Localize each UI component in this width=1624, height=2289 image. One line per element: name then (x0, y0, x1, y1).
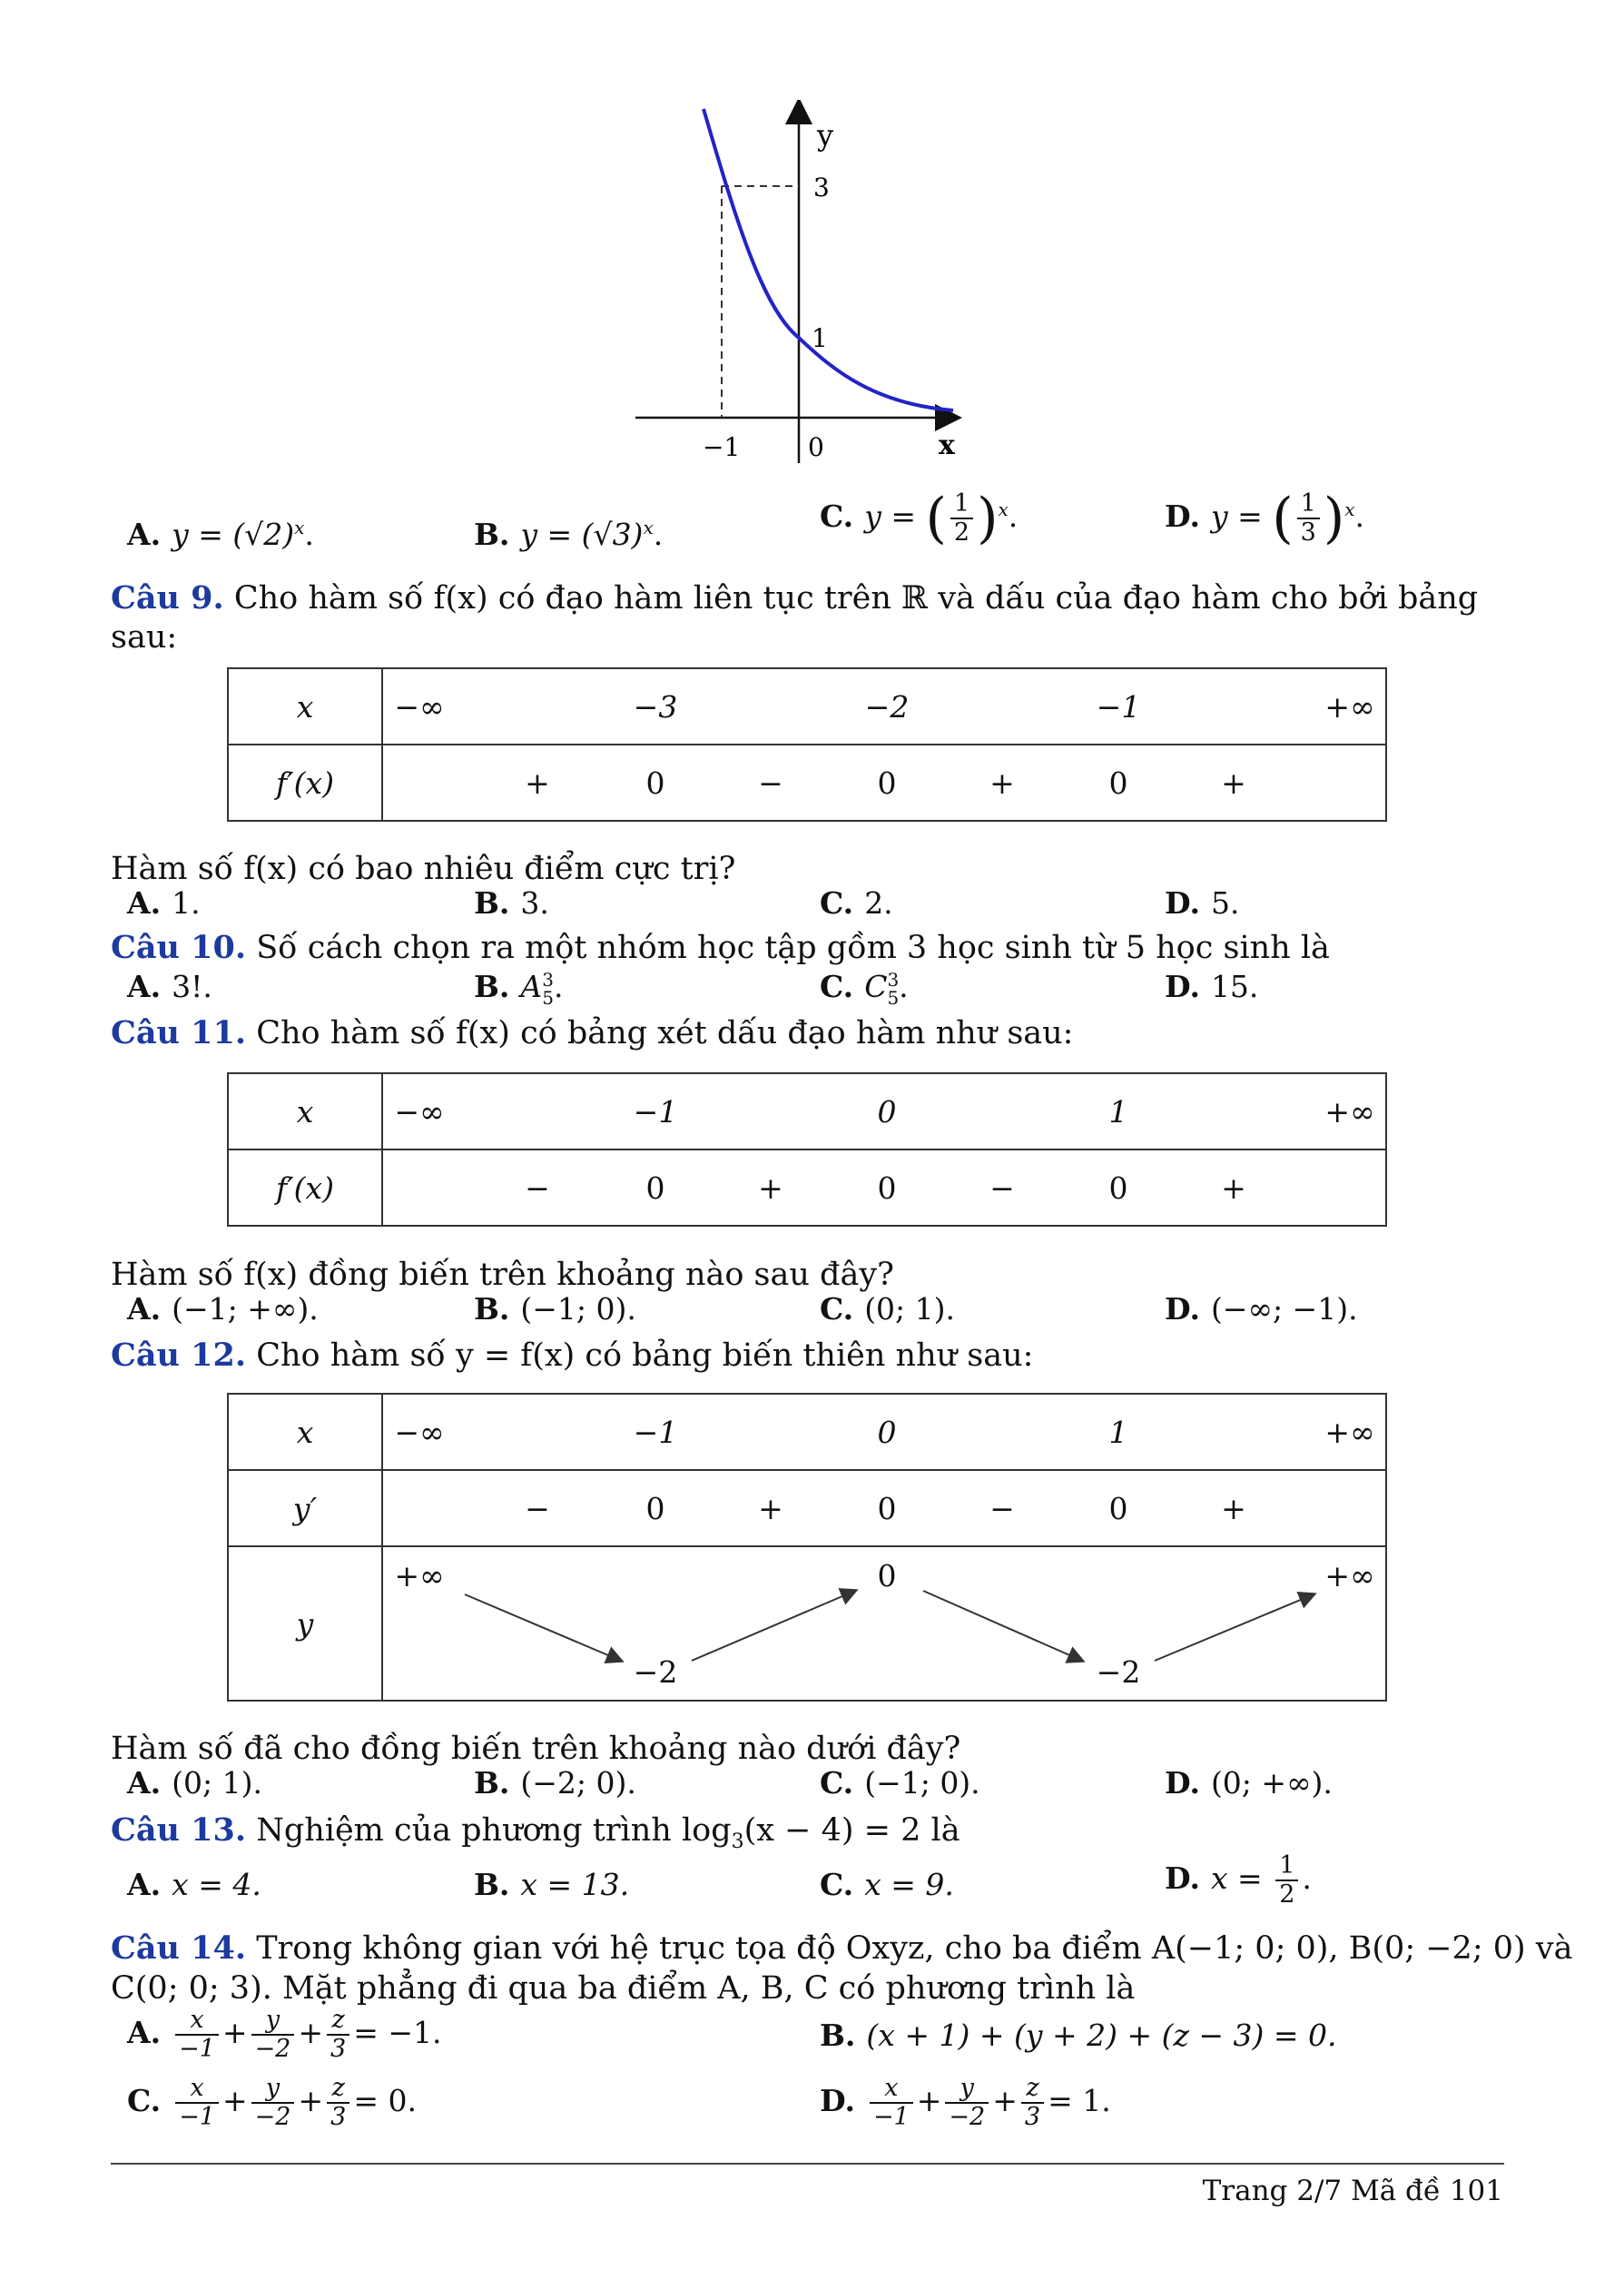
q12-table-label-y: y (228, 1546, 382, 1701)
q12-variation-arrows (383, 1547, 1387, 1702)
q12-variation-table (227, 1393, 1387, 1702)
q11-table-label-x: x (228, 1073, 382, 1149)
q8-answer-d: D. y = ( $\frac{1}{3}$ )$^x$. (1165, 487, 1365, 550)
y-tick-1: 1 (812, 323, 828, 353)
q14-answer-a: A. $\frac{x}{-1}$ + $\frac{y}{-2}$ + $\frac{z}{3}$ = −1. (127, 2006, 442, 2063)
x-axis-label: x (939, 429, 955, 461)
q11-table-label-fprime: f′(x) (228, 1149, 382, 1226)
page-footer: Trang 2/7 Mã đề 101 (1202, 2175, 1503, 2207)
q9-table-label-x: x (228, 668, 382, 745)
q11-answer-a: A. (−1; +∞). (127, 1291, 319, 1327)
q12-table-label-x: x (228, 1394, 382, 1470)
q13-answer-c: C. x = 9. (820, 1867, 954, 1902)
q12-table-x-row: −∞ −1 0 1 +∞ (382, 1394, 1386, 1470)
q14-answer-c: C. $\frac{x}{-1}$ + $\frac{y}{-2}$ + $\frac{z}{3}$ = 0. (127, 2074, 417, 2131)
q8-answer-b: B. $y = (√3)^x$. (474, 517, 664, 552)
q12-answer-a: A. (0; 1). (127, 1765, 262, 1801)
footer-divider (111, 2163, 1504, 2165)
q9-table-sign-row: + 0 − 0 + 0 + (382, 745, 1386, 821)
q12-table-y-row: +∞ −2 0 −2 +∞ (382, 1546, 1386, 1701)
exponential-graph (635, 100, 980, 472)
q10-answer-a: A. 3!. (127, 969, 212, 1004)
q11-table-sign-row: − 0 + 0 − 0 + (382, 1149, 1386, 1226)
q10-answer-b: B. A 3 5 . (474, 969, 564, 1009)
q11-sign-table (227, 1072, 1387, 1227)
q10-text: Câu 10. Số cách chọn ra một nhóm học tập gồm 3 học sinh từ 5 học sinh là (111, 929, 1330, 966)
q11-answer-c: C. (0; 1). (820, 1291, 956, 1327)
q14-answer-b: B. (x + 1) + (y + 2) + (z − 3) = 0. (820, 2018, 1337, 2053)
y-tick-3: 3 (813, 173, 830, 202)
q9-text-line2: sau: (111, 619, 178, 656)
q8-answer-c: C. y = ( $\frac{1}{2}$ )$^x$. (820, 487, 1019, 550)
q9-text-line1: Câu 9. Cho hàm số f(x) có đạo hàm liên tục trên ℝ và dấu của đạo hàm cho bởi bảng (111, 579, 1479, 617)
q12-answer-d: D. (0; +∞). (1165, 1765, 1333, 1801)
q11-answer-d: D. (−∞; −1). (1165, 1291, 1358, 1327)
q9-answer-a: A. 1. (127, 885, 201, 921)
q12-table-label-yprime: y′ (228, 1470, 382, 1546)
x-tick-neg1: −1 (703, 432, 741, 462)
q8-answer-a: A. $y = (√2)^x$. (127, 517, 314, 552)
q9-question: Hàm số f(x) có bao nhiêu điểm cực trị? (111, 851, 736, 887)
q13-answer-a: A. x = 4. (127, 1867, 261, 1902)
q11-text: Câu 11. Cho hàm số f(x) có bảng xét dấu đạo hàm như sau: (111, 1014, 1074, 1051)
q12-text: Câu 12. Cho hàm số y = f(x) có bảng biến thiên như sau: (111, 1337, 1034, 1374)
q12-answer-b: B. (−2; 0). (474, 1765, 636, 1801)
q14-text-line1: Câu 14. Trong không gian với hệ trục tọa độ Oxyz, cho ba điểm A(−1; 0; 0), B(0; −2; 0) và (111, 1929, 1573, 1967)
origin-label: 0 (808, 432, 824, 462)
q13-answer-d: D. x = $\frac{1}{2}$ . (1165, 1851, 1312, 1909)
q9-sign-table (227, 667, 1387, 822)
q12-table-sign-row: − 0 + 0 − 0 + (382, 1470, 1386, 1546)
y-axis-label: y (817, 118, 834, 153)
q11-answer-b: B. (−1; 0). (474, 1291, 636, 1327)
q12-question: Hàm số đã cho đồng biến trên khoảng nào dưới đây? (111, 1731, 961, 1767)
q14-answer-d: D. $\frac{x}{-1}$ + $\frac{y}{-2}$ + $\frac{z}{3}$ = 1. (820, 2074, 1111, 2131)
q9-answer-b: B. 3. (474, 885, 549, 921)
q13-answer-b: B. x = 13. (474, 1867, 630, 1902)
q13-text: Câu 13. Nghiệm của phương trình $\log_3(x - 4) = 2$ là (111, 1811, 960, 1853)
curve (704, 109, 953, 410)
q12-answer-c: C. (−1; 0). (820, 1765, 980, 1801)
q9-answer-d: D. 5. (1165, 885, 1240, 921)
q11-question: Hàm số f(x) đồng biến trên khoảng nào sau đây? (111, 1257, 894, 1293)
q10-answer-c: C. C 3 5 . (820, 969, 909, 1009)
q9-answer-c: C. 2. (820, 885, 893, 921)
q9-table-x-row: −∞ −3 −2 −1 +∞ (382, 668, 1386, 745)
q11-table-x-row: −∞ −1 0 1 +∞ (382, 1073, 1386, 1149)
q14-text-line2: C(0; 0; 3). Mặt phẳng đi qua ba điểm A, B, C có phương trình là (111, 1970, 1136, 2007)
q10-answer-d: D. 15. (1165, 969, 1259, 1004)
q9-table-label-fprime: f′(x) (228, 745, 382, 821)
